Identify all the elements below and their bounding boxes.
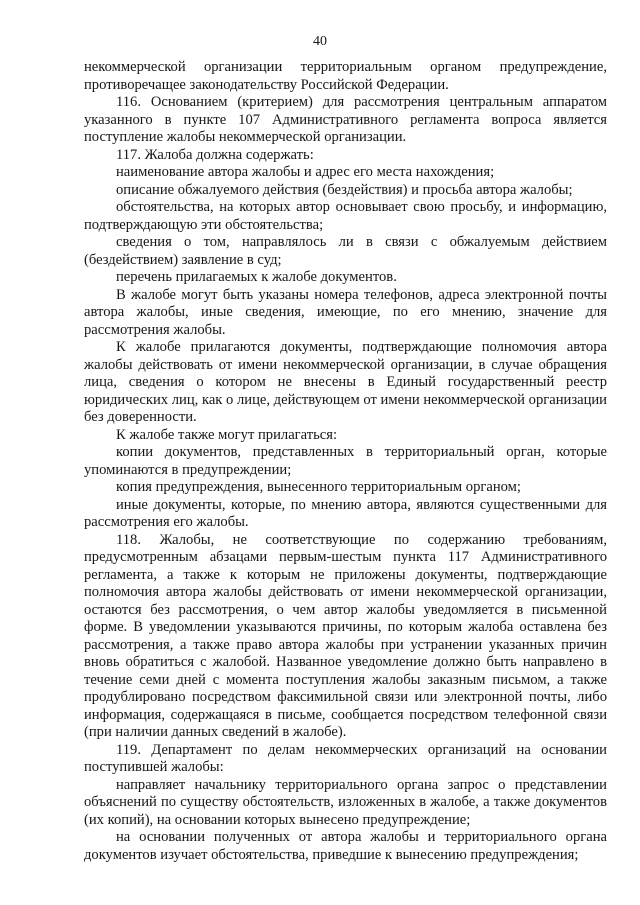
document-body bbox=[84, 59, 607, 864]
paragraph: сведения о том, направлялось ли в связи с обжалуемым действием (бездействием) заявление в суд; bbox=[84, 234, 607, 268]
paragraph: обстоятельства, на которых автор основывает свою просьбу, и информацию, подтверждающую эти обстоятельства; bbox=[84, 199, 607, 233]
paragraph: некоммерческой организации территориальным органом предупреждение, противоречащее законодательству Российской Федерации. bbox=[84, 59, 607, 93]
paragraph: 117. Жалоба должна содержать: bbox=[116, 146, 314, 163]
paragraph: описание обжалуемого действия (бездействия) и просьба автора жалобы; bbox=[116, 181, 573, 198]
paragraph: К жалобе прилагаются документы, подтверждающие полномочия автора жалобы действовать от имени некоммерческой организации, в случае обращения лица, сведения о котором не внесены в Единый государственный реестр юридических лиц, как о лице, действующем от имени некоммерческой организации без доверенности. bbox=[84, 339, 607, 425]
page-number: 40 bbox=[313, 34, 327, 49]
paragraph: на основании полученных от автора жалобы и территориального органа документов изучает обстоятельства, приведшие к вынесению предупреждения; bbox=[84, 829, 607, 863]
paragraph: 119. Департамент по делам некоммерческих организаций на основании поступившей жалобы: bbox=[84, 741, 607, 775]
paragraph: копии документов, представленных в территориальный орган, которые упоминаются в предупреждении; bbox=[84, 444, 607, 478]
paragraph: направляет начальнику территориального органа запрос о представлении объяснений по существу обстоятельств, изложенных в жалобе, а также документов (их копий), на основании которых вынесено предупреждение; bbox=[84, 776, 607, 828]
paragraph: наименование автора жалобы и адрес его места нахождения; bbox=[116, 164, 495, 180]
paragraph: перечень прилагаемых к жалобе документов. bbox=[116, 269, 397, 285]
paragraph: копия предупреждения, вынесенного территориальным органом; bbox=[116, 479, 521, 495]
paragraph: К жалобе также могут прилагаться: bbox=[116, 426, 338, 443]
paragraph: 116. Основанием (критерием) для рассмотрения центральным аппаратом указанного в пункте 107 Административного регламента вопроса является поступление жалобы некоммерческой организации. bbox=[84, 94, 607, 145]
paragraph: В жалобе могут быть указаны номера телефонов, адреса электронной почты автора жалобы, иные сведения, имеющие, по его мнению, значение для рассмотрения жалобы. bbox=[84, 286, 607, 338]
paragraph: 118. Жалобы, не соответствующие по содержанию требованиям, предусмотренным абзацами первым-шестым пункта 117 Административного регламента, а также к которым не приложены документы, подтверждающие полномочия автора жалобы действовать от имени некоммерческой организации, остаются без рассмотрения, о чем автор жалобы уведомляется в письменной форме. В уведомлении указываются причины, по которым жалоба оставлена без рассмотрения, а также право автора жалобы при устранении указанных причин вновь обратиться с жалобой. Названное уведомление должно быть направлено в течение семи дней с момента поступления жалобы заказным письмом, а также продублировано посредством факсимильной связи или электронной почты, либо информация, содержащаяся в письме, сообщается посредством телефонной связи (при наличии данных сведений в жалобе). bbox=[84, 531, 607, 740]
paragraph: иные документы, которые, по мнению автора, являются существенными для рассмотрения его жалобы. bbox=[84, 496, 607, 530]
